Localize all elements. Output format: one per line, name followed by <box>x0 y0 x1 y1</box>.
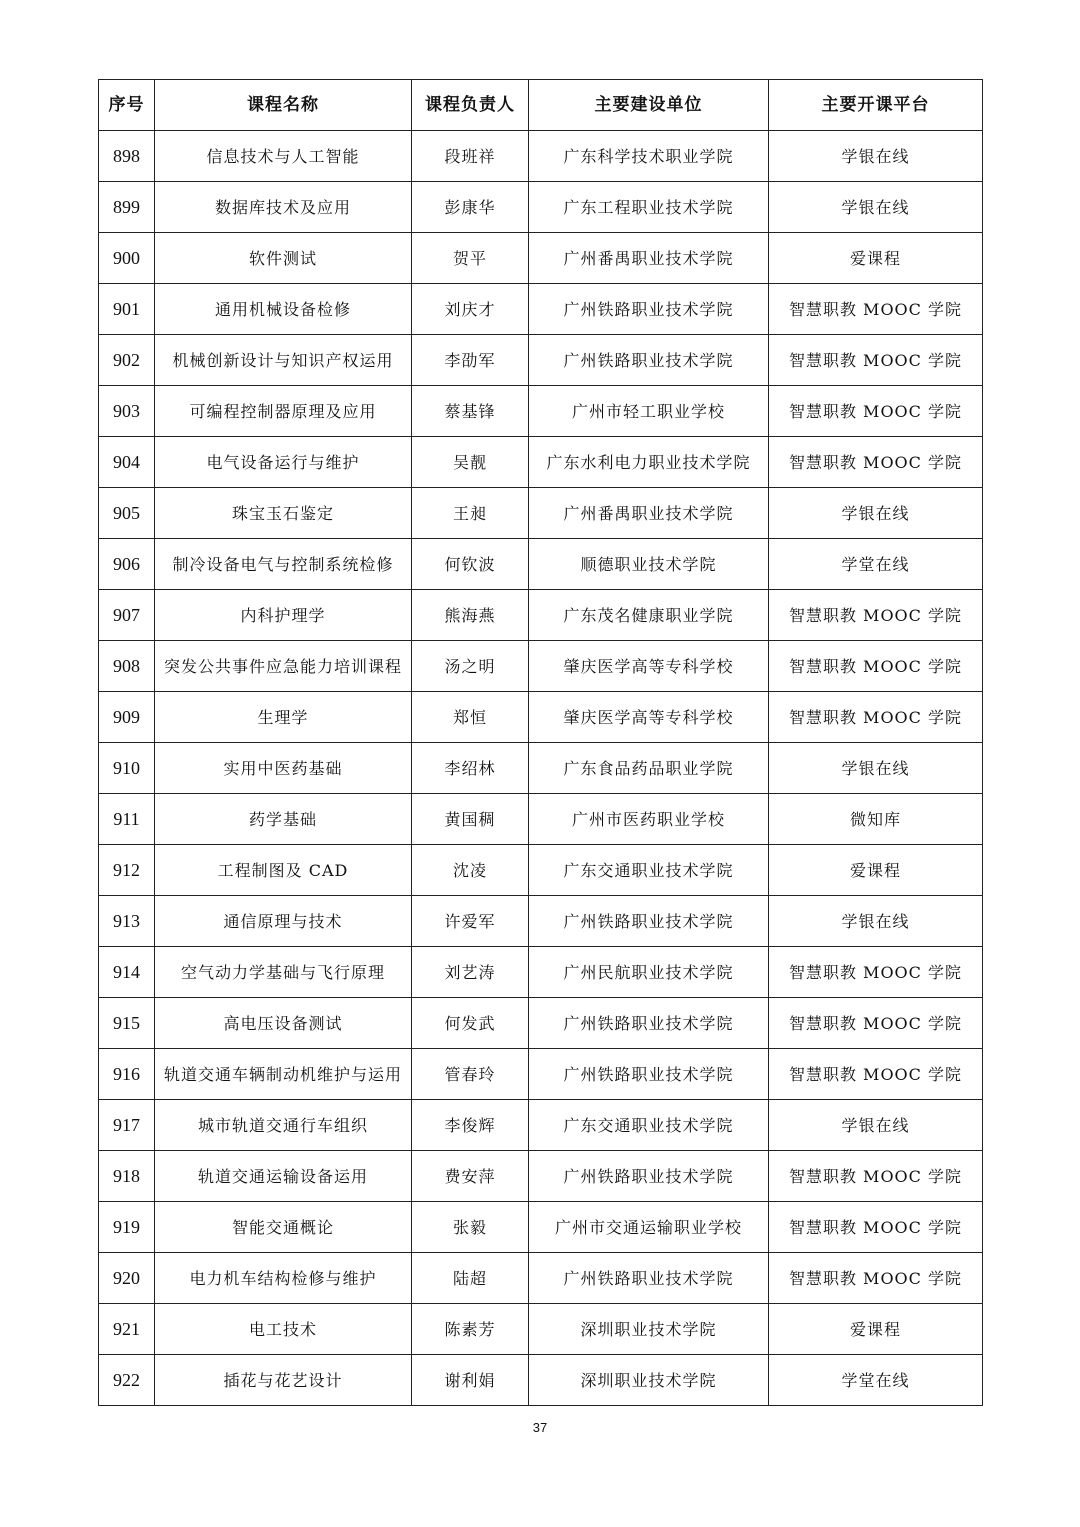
course-name: 空气动力学基础与飞行原理 <box>155 947 412 998</box>
institution: 广东工程职业技术学院 <box>529 182 769 233</box>
row-index: 899 <box>99 182 155 233</box>
course-leader: 彭康华 <box>412 182 529 233</box>
course-name: 药学基础 <box>155 794 412 845</box>
row-index: 911 <box>99 794 155 845</box>
course-name: 插花与花艺设计 <box>155 1355 412 1406</box>
course-leader: 段班祥 <box>412 131 529 182</box>
course-leader: 李劭军 <box>412 335 529 386</box>
table-row <box>99 998 983 1049</box>
course-name: 轨道交通运输设备运用 <box>155 1151 412 1202</box>
platform: 学银在线 <box>769 131 983 182</box>
row-index: 902 <box>99 335 155 386</box>
course-leader: 吴靓 <box>412 437 529 488</box>
course-name: 电气设备运行与维护 <box>155 437 412 488</box>
platform: 智慧职教 MOOC 学院 <box>769 1202 983 1253</box>
table-row <box>99 1355 983 1406</box>
institution: 广州市医药职业学校 <box>529 794 769 845</box>
platform: 学银在线 <box>769 182 983 233</box>
course-leader: 蔡基锋 <box>412 386 529 437</box>
table-row <box>99 335 983 386</box>
institution: 广东交通职业技术学院 <box>529 1100 769 1151</box>
table-row <box>99 1049 983 1100</box>
page-number: 37 <box>532 1420 548 1435</box>
row-index: 918 <box>99 1151 155 1202</box>
table-row <box>99 1100 983 1151</box>
row-index: 912 <box>99 845 155 896</box>
institution: 广州铁路职业技术学院 <box>529 1151 769 1202</box>
course-leader: 贺平 <box>412 233 529 284</box>
institution: 广州铁路职业技术学院 <box>529 1253 769 1304</box>
row-index: 898 <box>99 131 155 182</box>
header-course-leader: 课程负责人 <box>412 80 529 131</box>
course-name: 智能交通概论 <box>155 1202 412 1253</box>
table-row <box>99 1202 983 1253</box>
institution: 广东科学技术职业学院 <box>529 131 769 182</box>
row-index: 913 <box>99 896 155 947</box>
institution: 广东食品药品职业学院 <box>529 743 769 794</box>
institution: 广州铁路职业技术学院 <box>529 284 769 335</box>
platform: 智慧职教 MOOC 学院 <box>769 284 983 335</box>
platform: 智慧职教 MOOC 学院 <box>769 641 983 692</box>
course-name: 信息技术与人工智能 <box>155 131 412 182</box>
table-row <box>99 1253 983 1304</box>
institution: 广州市交通运输职业学校 <box>529 1202 769 1253</box>
course-leader: 谢利娟 <box>412 1355 529 1406</box>
row-index: 909 <box>99 692 155 743</box>
course-leader: 熊海燕 <box>412 590 529 641</box>
table-row <box>99 539 983 590</box>
course-leader: 管春玲 <box>412 1049 529 1100</box>
course-leader: 陈素芳 <box>412 1304 529 1355</box>
institution: 广东水利电力职业技术学院 <box>529 437 769 488</box>
course-leader: 李俊辉 <box>412 1100 529 1151</box>
course-name: 生理学 <box>155 692 412 743</box>
institution: 肇庆医学高等专科学校 <box>529 641 769 692</box>
row-index: 916 <box>99 1049 155 1100</box>
institution: 广州市轻工职业学校 <box>529 386 769 437</box>
institution: 广州番禺职业技术学院 <box>529 488 769 539</box>
institution: 广州铁路职业技术学院 <box>529 998 769 1049</box>
header-course-name: 课程名称 <box>155 80 412 131</box>
table-row <box>99 743 983 794</box>
platform: 智慧职教 MOOC 学院 <box>769 1253 983 1304</box>
row-index: 907 <box>99 590 155 641</box>
institution: 深圳职业技术学院 <box>529 1304 769 1355</box>
course-leader: 沈凌 <box>412 845 529 896</box>
institution: 广州民航职业技术学院 <box>529 947 769 998</box>
institution: 广东茂名健康职业学院 <box>529 590 769 641</box>
platform: 智慧职教 MOOC 学院 <box>769 437 983 488</box>
platform: 学银在线 <box>769 743 983 794</box>
header-institution: 主要建设单位 <box>529 80 769 131</box>
platform: 智慧职教 MOOC 学院 <box>769 1049 983 1100</box>
platform: 爱课程 <box>769 1304 983 1355</box>
institution: 广州铁路职业技术学院 <box>529 335 769 386</box>
row-index: 917 <box>99 1100 155 1151</box>
platform: 智慧职教 MOOC 学院 <box>769 692 983 743</box>
institution: 广州铁路职业技术学院 <box>529 896 769 947</box>
table-row <box>99 1304 983 1355</box>
course-name: 工程制图及 CAD <box>155 845 412 896</box>
row-index: 906 <box>99 539 155 590</box>
row-index: 900 <box>99 233 155 284</box>
table-row <box>99 1151 983 1202</box>
course-name: 软件测试 <box>155 233 412 284</box>
course-name: 机械创新设计与知识产权运用 <box>155 335 412 386</box>
institution: 广州番禺职业技术学院 <box>529 233 769 284</box>
table-body <box>99 131 983 1406</box>
course-name: 高电压设备测试 <box>155 998 412 1049</box>
header-index: 序号 <box>99 80 155 131</box>
row-index: 905 <box>99 488 155 539</box>
platform: 微知库 <box>769 794 983 845</box>
institution: 顺德职业技术学院 <box>529 539 769 590</box>
institution: 广东交通职业技术学院 <box>529 845 769 896</box>
course-name: 城市轨道交通行车组织 <box>155 1100 412 1151</box>
row-index: 903 <box>99 386 155 437</box>
course-name: 轨道交通车辆制动机维护与运用 <box>155 1049 412 1100</box>
platform: 学堂在线 <box>769 539 983 590</box>
course-name: 珠宝玉石鉴定 <box>155 488 412 539</box>
course-leader: 王昶 <box>412 488 529 539</box>
row-index: 919 <box>99 1202 155 1253</box>
course-name: 内科护理学 <box>155 590 412 641</box>
platform: 学银在线 <box>769 896 983 947</box>
row-index: 921 <box>99 1304 155 1355</box>
course-name: 数据库技术及应用 <box>155 182 412 233</box>
course-leader: 汤之明 <box>412 641 529 692</box>
course-name: 电力机车结构检修与维护 <box>155 1253 412 1304</box>
table-row <box>99 896 983 947</box>
course-leader: 费安萍 <box>412 1151 529 1202</box>
platform: 智慧职教 MOOC 学院 <box>769 998 983 1049</box>
row-index: 920 <box>99 1253 155 1304</box>
table-row <box>99 131 983 182</box>
row-index: 901 <box>99 284 155 335</box>
course-name: 制冷设备电气与控制系统检修 <box>155 539 412 590</box>
course-name: 电工技术 <box>155 1304 412 1355</box>
course-name: 通信原理与技术 <box>155 896 412 947</box>
platform: 学银在线 <box>769 488 983 539</box>
table-row <box>99 845 983 896</box>
platform: 爱课程 <box>769 845 983 896</box>
course-leader: 张毅 <box>412 1202 529 1253</box>
row-index: 908 <box>99 641 155 692</box>
table-row <box>99 233 983 284</box>
course-name: 实用中医药基础 <box>155 743 412 794</box>
header-platform: 主要开课平台 <box>769 80 983 131</box>
course-name: 可编程控制器原理及应用 <box>155 386 412 437</box>
table-row <box>99 182 983 233</box>
course-name: 突发公共事件应急能力培训课程 <box>155 641 412 692</box>
table-row <box>99 284 983 335</box>
course-leader: 刘庆才 <box>412 284 529 335</box>
platform: 智慧职教 MOOC 学院 <box>769 947 983 998</box>
row-index: 914 <box>99 947 155 998</box>
platform: 学银在线 <box>769 1100 983 1151</box>
platform: 智慧职教 MOOC 学院 <box>769 590 983 641</box>
table-row <box>99 590 983 641</box>
table-row <box>99 947 983 998</box>
platform: 学堂在线 <box>769 1355 983 1406</box>
course-leader: 何钦波 <box>412 539 529 590</box>
course-leader: 郑恒 <box>412 692 529 743</box>
platform: 智慧职教 MOOC 学院 <box>769 386 983 437</box>
institution: 广州铁路职业技术学院 <box>529 1049 769 1100</box>
row-index: 904 <box>99 437 155 488</box>
table-row <box>99 437 983 488</box>
row-index: 915 <box>99 998 155 1049</box>
course-leader: 何发武 <box>412 998 529 1049</box>
course-table <box>98 79 983 1406</box>
table-header-row <box>99 80 983 131</box>
platform: 智慧职教 MOOC 学院 <box>769 1151 983 1202</box>
table-row <box>99 488 983 539</box>
institution: 深圳职业技术学院 <box>529 1355 769 1406</box>
course-leader: 李绍林 <box>412 743 529 794</box>
row-index: 910 <box>99 743 155 794</box>
row-index: 922 <box>99 1355 155 1406</box>
course-leader: 许爱军 <box>412 896 529 947</box>
course-name: 通用机械设备检修 <box>155 284 412 335</box>
table-row <box>99 386 983 437</box>
table-row <box>99 692 983 743</box>
course-leader: 刘艺涛 <box>412 947 529 998</box>
institution: 肇庆医学高等专科学校 <box>529 692 769 743</box>
platform: 智慧职教 MOOC 学院 <box>769 335 983 386</box>
course-leader: 陆超 <box>412 1253 529 1304</box>
table-row <box>99 794 983 845</box>
platform: 爱课程 <box>769 233 983 284</box>
table-row <box>99 641 983 692</box>
course-leader: 黄国稠 <box>412 794 529 845</box>
